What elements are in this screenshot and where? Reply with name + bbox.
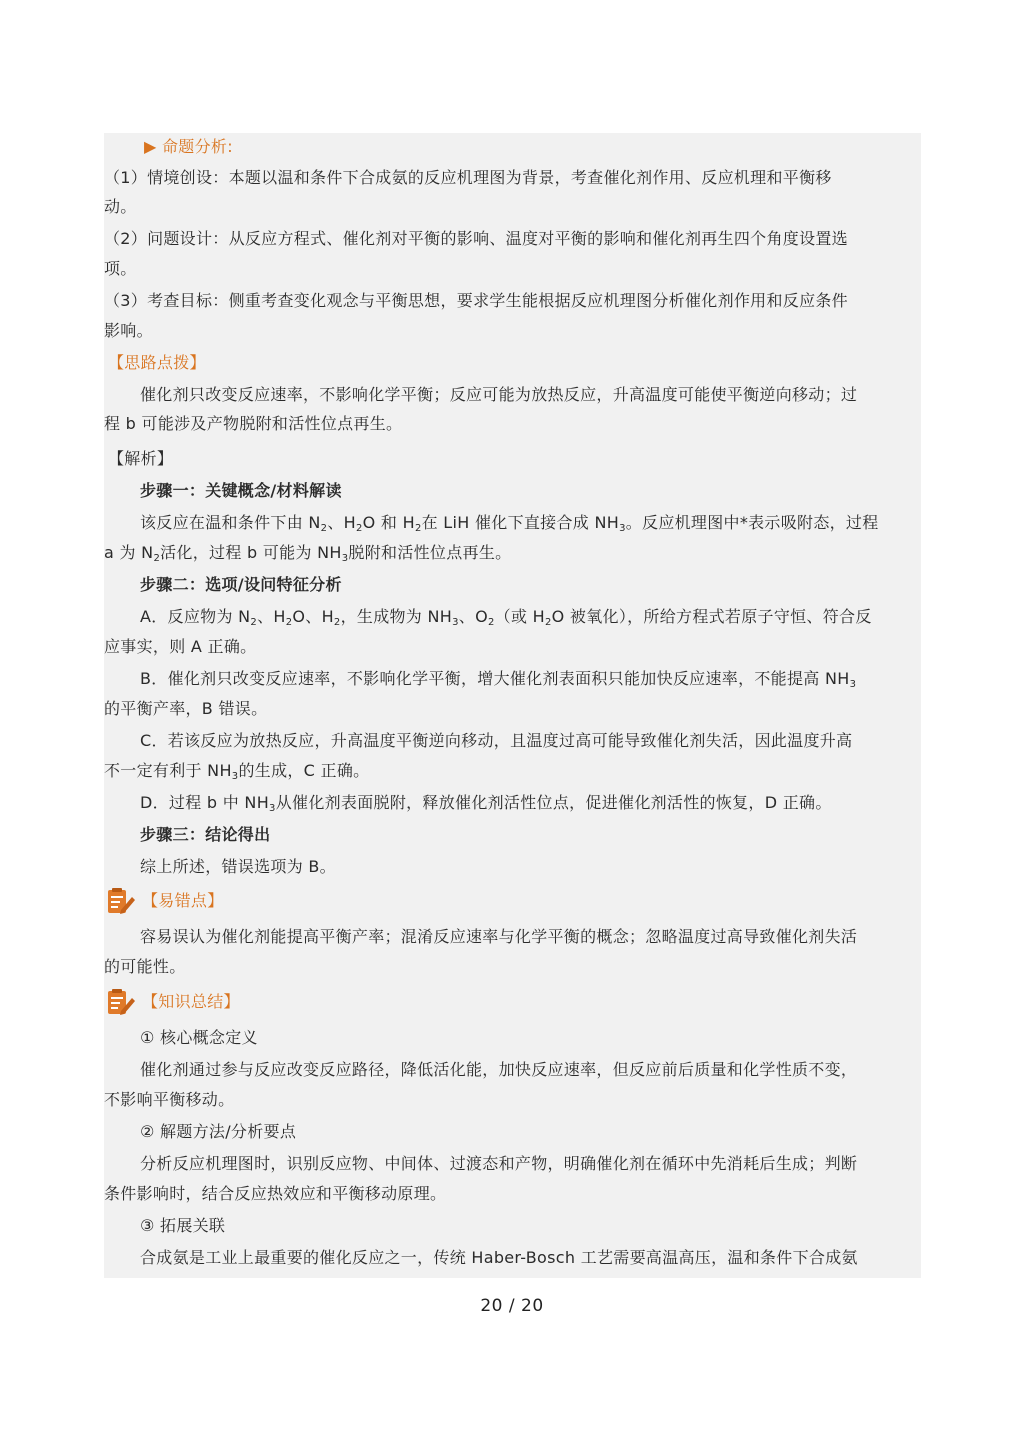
summary-item-heading: ③ 拓展关联 — [140, 1216, 226, 1235]
option-b-line: B．催化剂只改变反应速率，不影响化学平衡，增大催化剂表面积只能加快反应速率，不能提高 $NH_3$ — [140, 669, 857, 690]
solution-title: 【解析】 — [108, 449, 174, 468]
page-number: 20 / 20 — [480, 1296, 544, 1316]
mistakes-line: 的可能性。 — [104, 957, 186, 976]
conclusion-line: 综上所述，错误选项为 B。 — [140, 857, 336, 876]
step1-line: a 为 $N_2$活化，过程 b 可能为 $NH_3$脱附和活性位点再生。 — [104, 543, 512, 564]
option-c-line: 不一定有利于 $NH_3$的生成，C 正确。 — [104, 761, 370, 782]
analysis-line: （3）考查目标：侧重考查变化观念与平衡思想，要求学生能根据反应机理图分析催化剂作用和反应条件 — [104, 291, 848, 310]
hint-line: 催化剂只改变反应速率，不影响化学平衡；反应可能为放热反应，升高温度可能使平衡逆向移动；过 — [140, 385, 858, 404]
mistakes-line: 容易误认为催化剂能提高平衡产率；混淆反应速率与化学平衡的概念；忽略温度过高导致催化剂失活 — [140, 927, 858, 946]
step-heading: 步骤三：结论得出 — [140, 825, 271, 844]
analysis-line: 项。 — [104, 259, 137, 278]
option-b-line: 的平衡产率，B 错误。 — [104, 699, 268, 718]
summary-line: 不影响平衡移动。 — [104, 1090, 235, 1109]
analysis-line: （1）情境创设：本题以温和条件下合成氨的反应机理图为背景，考查催化剂作用、反应机理和平衡移 — [104, 168, 832, 187]
option-a-line: A．反应物为 $N_2$、$H_2O$、$H_2$，生成物为 $NH_3$、$O_2$（或 $H_2O$ 被氧化），所给方程式若原子守恒、符合反 — [140, 607, 872, 628]
analysis-line: 动。 — [104, 197, 137, 216]
step-heading: 步骤一：关键概念/材料解读 — [140, 481, 342, 500]
summary-item-heading: ② 解题方法/分析要点 — [140, 1122, 297, 1141]
hint-title: 【思路点拨】 — [108, 353, 206, 372]
step1-line: 该反应在温和条件下由 $N_2$、$H_2O$ 和 $H_2$在 LiH 催化下直接合成 $NH_3$。反应机理图中*表示吸附态，过程 — [140, 513, 879, 534]
summary-item-heading: ① 核心概念定义 — [140, 1028, 258, 1047]
option-d-line: D．过程 b 中 $NH_3$从催化剂表面脱附，释放催化剂活性位点，促进催化剂活性的恢复，D 正确。 — [140, 793, 832, 814]
option-a-line: 应事实，则 A 正确。 — [104, 637, 257, 656]
hint-line: 程 b 可能涉及产物脱附和活性位点再生。 — [104, 414, 403, 433]
mistakes-title: 【易错点】 — [142, 891, 224, 910]
option-c-line: C．若该反应为放热反应，升高温度平衡逆向移动，且温度过高可能导致催化剂失活，因此温度升高 — [140, 731, 853, 750]
summary-line: 分析反应机理图时，识别反应物、中间体、过渡态和产物，明确催化剂在循环中先消耗后生成；判断 — [140, 1154, 858, 1173]
analysis-title: ▶ 命题分析: — [144, 137, 233, 156]
summary-line: 条件影响时，结合反应热效应和平衡移动原理。 — [104, 1184, 447, 1203]
content-panel — [104, 133, 921, 1278]
analysis-line: 影响。 — [104, 321, 153, 340]
step-heading: 步骤二：选项/设问特征分析 — [140, 575, 342, 594]
summary-line: 合成氨是工业上最重要的催化反应之一，传统 Haber-Bosch 工艺需要高温高压，温和条件下合成氨 — [140, 1248, 858, 1267]
summary-line: 催化剂通过参与反应改变反应路径，降低活化能，加快反应速率，但反应前后质量和化学性质不变， — [140, 1060, 858, 1079]
analysis-line: （2）问题设计：从反应方程式、催化剂对平衡的影响、温度对平衡的影响和催化剂再生四个角度设置选 — [104, 229, 848, 248]
summary-title: 【知识总结】 — [142, 992, 240, 1011]
